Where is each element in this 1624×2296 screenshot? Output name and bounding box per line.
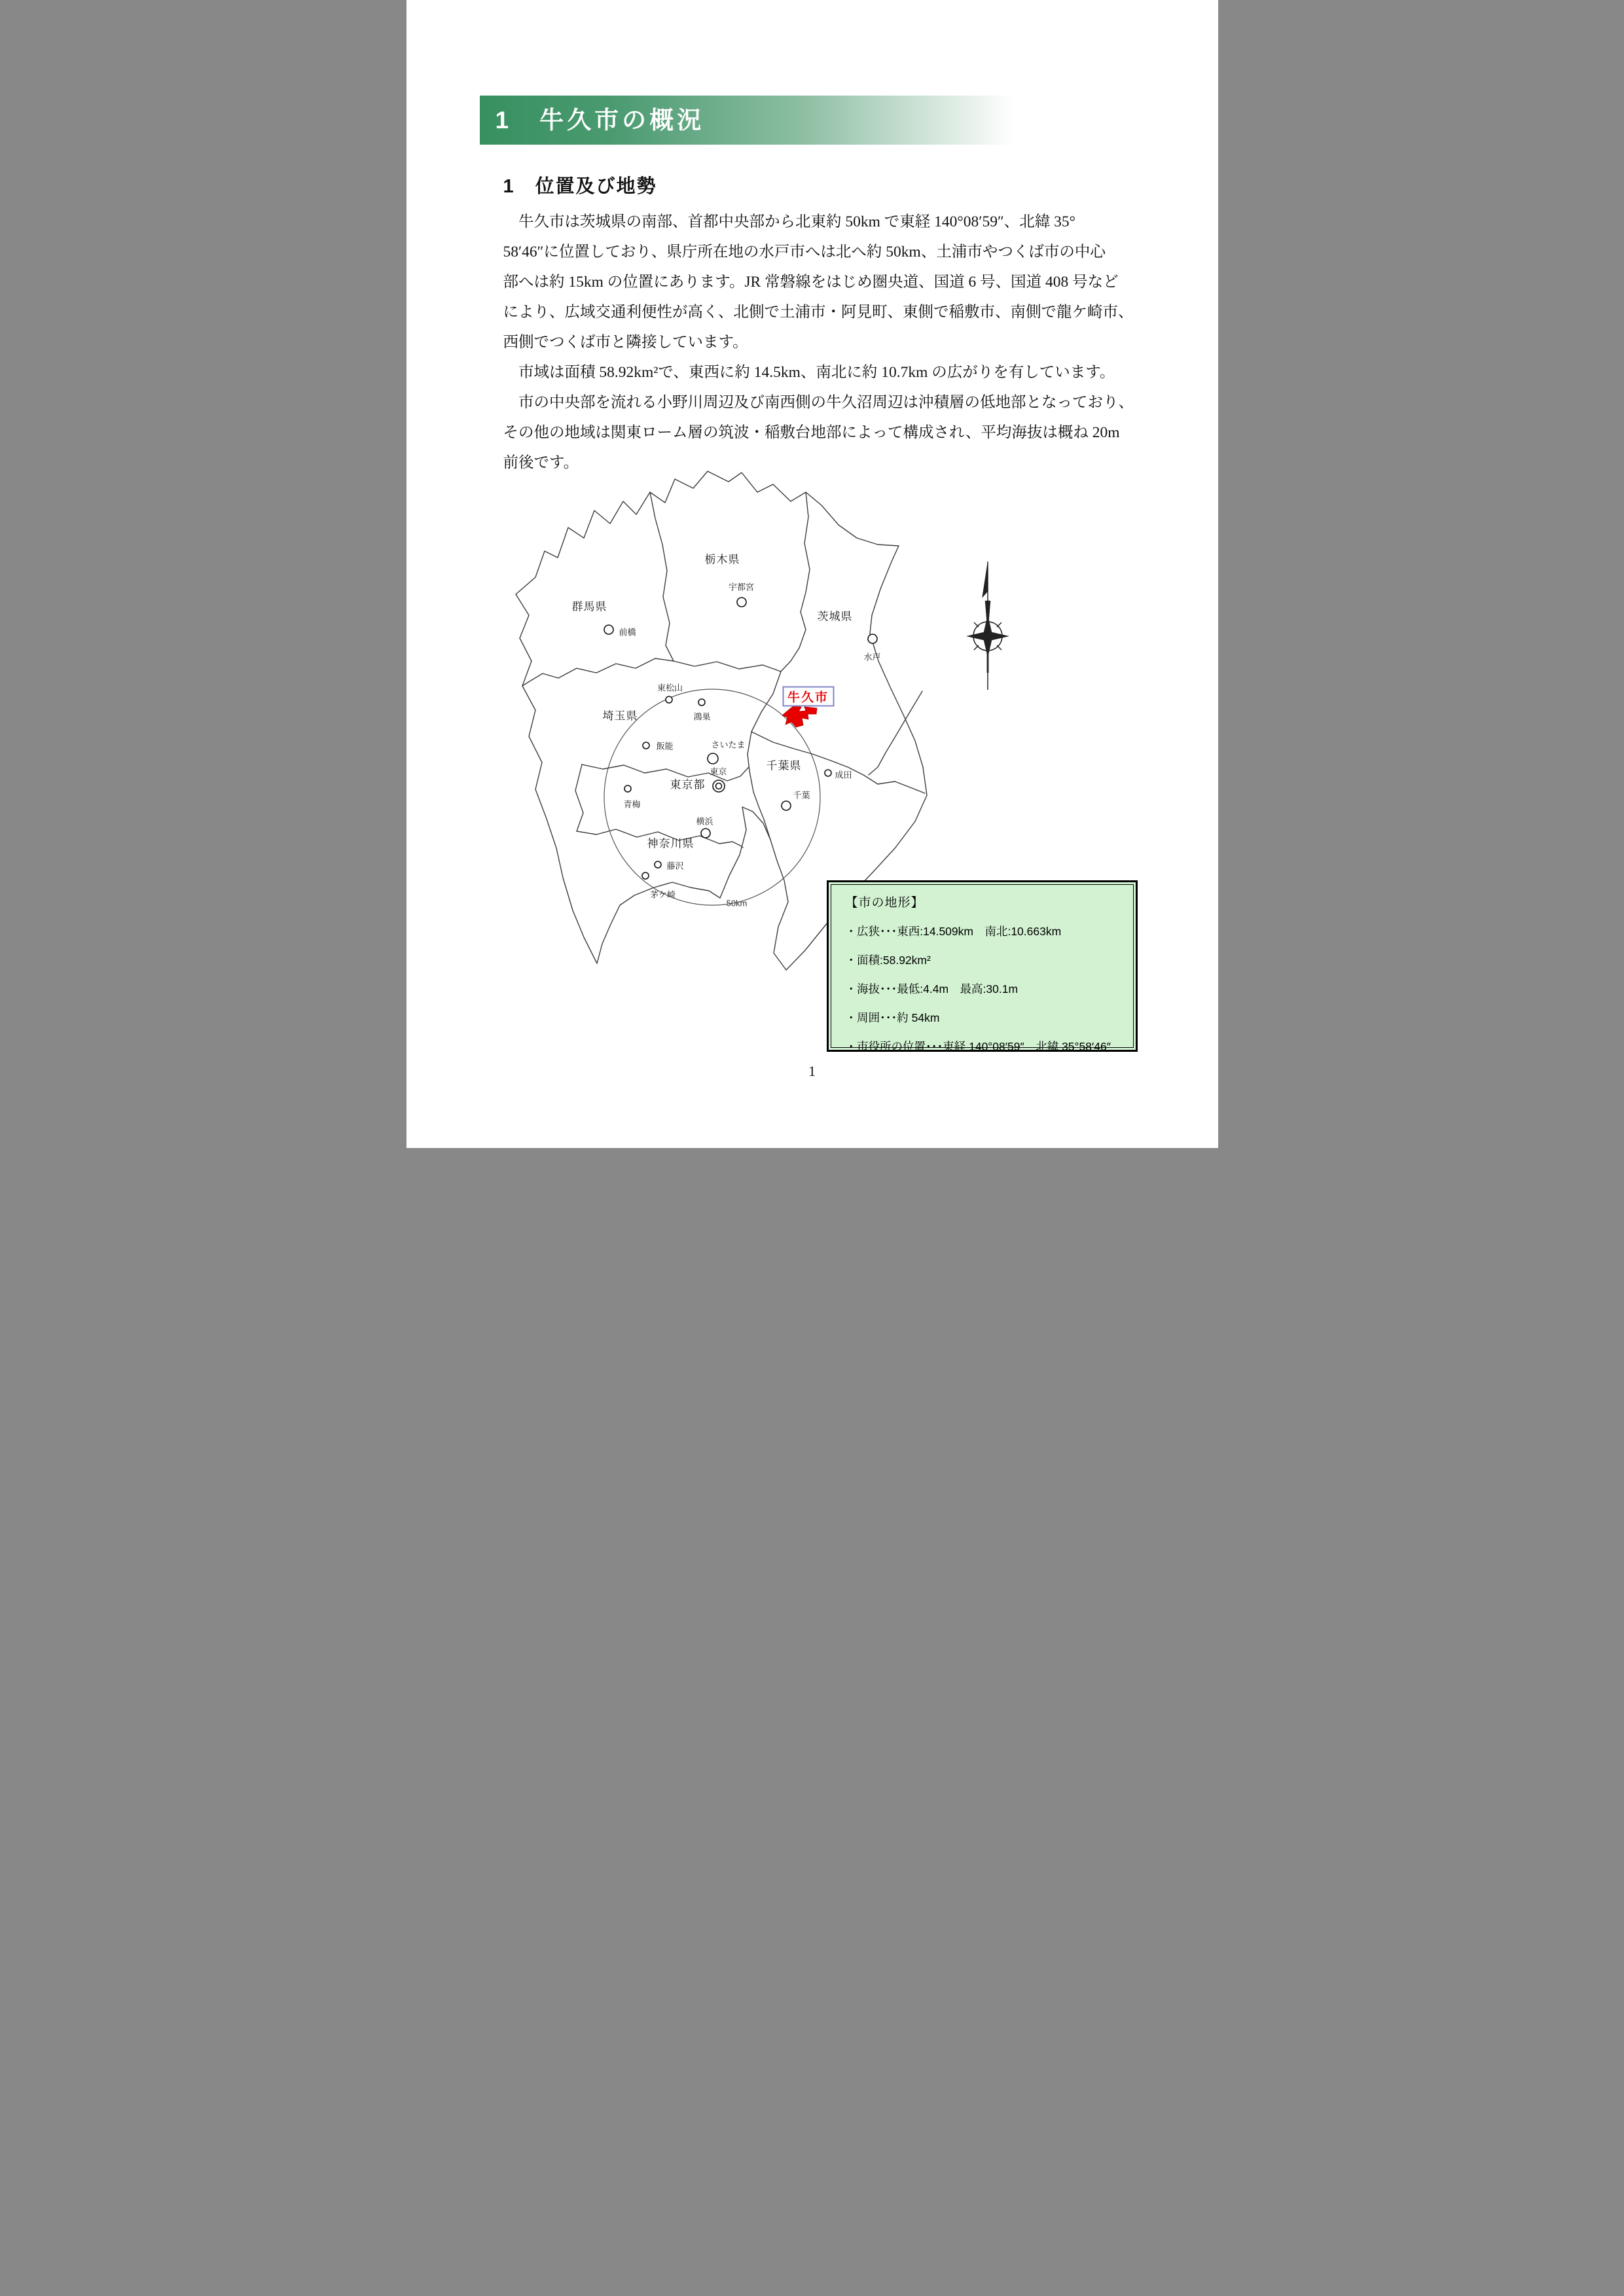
border-gunma-tochigi (650, 492, 674, 661)
city-terrain-infobox-inner (831, 884, 1134, 1053)
city-label-konosu: 鴻巣 (693, 711, 711, 722)
city-label-chigasaki: 茅ケ崎 (649, 889, 676, 900)
city-marker-chiba-city (782, 801, 791, 810)
city-label-ome: 青梅 (623, 799, 641, 810)
paragraph-line: 58′46″に位置しており、県庁所在地の水戸市へは北へ約 50km、土浦市やつくば市の中心 (503, 243, 1106, 260)
city-label-tokyo-city: 東京 (710, 766, 727, 777)
city-marker-narita (825, 770, 831, 776)
body-paragraphs (503, 207, 1132, 478)
pref-label-chiba: 千葉県 (766, 759, 802, 772)
city-marker-maebashi (604, 625, 613, 634)
city-label-mito: 水戸 (863, 652, 881, 662)
city-label-saitama-city: さいたま (711, 740, 746, 750)
city-marker-higashimatsuyama (666, 696, 672, 703)
city-marker-chigasaki (642, 872, 649, 879)
page-number: 1 (808, 1063, 816, 1079)
pref-label-gunma: 群馬県 (571, 600, 607, 613)
paragraph-line: 牛久市は茨城県の南部、首都中央部から北東約 50km で東経 140°08′59″、北緯 35° (503, 213, 1076, 230)
paragraph-line: 部へは約 15km の位置にあります。JR 常磐線をはじめ圏央道、国道 6 号、国道 408 号など (503, 274, 1119, 291)
city-marker-konosu (698, 699, 705, 706)
city-label-maebashi: 前橋 (619, 627, 636, 637)
pref-label-tochigi: 栃木県 (704, 553, 740, 566)
infobox-item-cityhall: ・市役所の位置･･･東経 140°08′59″ 北緯 35°58′46″ (845, 1040, 1111, 1053)
section-heading: 1 位置及び地勢 (503, 176, 657, 197)
city-label-higashimatsuyama: 東松山 (657, 683, 683, 693)
city-marker-ome (624, 785, 631, 792)
border-tochigi-ibaraki (799, 492, 810, 648)
city-label-hanno: 飯能 (656, 741, 674, 751)
chapter-band (480, 96, 1074, 145)
city-marker-tokyo-city-inner (715, 783, 721, 789)
infobox-title: 【市の地形】 (845, 896, 924, 910)
paragraph-line: 市の中央部を流れる小野川周辺及び南西側の牛久沼周辺は沖積層の低地部となっており、 (503, 394, 1134, 411)
lake-kasumigaura-shore (869, 691, 922, 775)
paragraph-line: その他の地域は関東ローム層の筑波・稲敷台地部によって構成され、平均海抜は概ね 20m (503, 424, 1120, 441)
city-label-narita: 成田 (835, 770, 852, 780)
border-saitama-north (674, 648, 799, 672)
city-marker-yokohama (701, 829, 710, 838)
infobox-item-perimeter: ・周囲･･･約 54km (845, 1011, 940, 1024)
city-label-fujisawa: 藤沢 (666, 861, 684, 871)
city-marker-utsunomiya (737, 598, 746, 607)
pref-label-saitama: 埼玉県 (602, 709, 638, 723)
paragraph-line: 西側でつくば市と隣接しています。 (503, 334, 748, 351)
city-marker-fujisawa (655, 861, 661, 868)
ushiku-city-label-box: 牛久市 (782, 687, 834, 707)
city-marker-saitama-city (708, 753, 718, 764)
city-marker-hanno (643, 742, 649, 749)
border-gunma-saitama (522, 658, 674, 686)
city-label-utsunomiya: 宇都宮 (728, 582, 755, 592)
city-label-chiba-city: 千葉 (793, 790, 810, 800)
scale-label-50km: 50km (726, 898, 748, 908)
paragraph-line: 前後です。 (503, 454, 579, 471)
pref-label-kanagawa: 神奈川県 (647, 837, 695, 850)
pref-label-tokyo: 東京都 (670, 778, 706, 791)
infobox-item-elevation: ・海抜･･･最低:4.4m 最高:30.1m (845, 982, 1019, 996)
city-terrain-infobox (827, 880, 1138, 1052)
ushiku-city-shape (782, 704, 817, 727)
infobox-item-extent: ・広狭･･･東西:14.509km 南北:10.663km (845, 925, 1062, 938)
pref-label-ibaraki: 茨城県 (817, 610, 853, 623)
chapter-title: 1 牛久市の概況 (495, 107, 705, 134)
infobox-item-area: ・面積:58.92km² (845, 954, 931, 967)
city-label-yokohama: 横浜 (696, 816, 713, 827)
paragraph-line: 市域は面積 58.92km²で、東西に約 14.5km、南北に約 10.7km の広がりを有しています。 (503, 364, 1115, 381)
border-tokyo-west (575, 764, 583, 831)
city-marker-mito (868, 634, 877, 643)
document-page (406, 0, 1218, 1148)
paragraph-line: により、広域交通利便性が高く、北側で土浦市・阿見町、東側で稲敷市、南側で龍ケ崎市、 (503, 304, 1134, 321)
compass-rose-icon (967, 562, 1009, 690)
